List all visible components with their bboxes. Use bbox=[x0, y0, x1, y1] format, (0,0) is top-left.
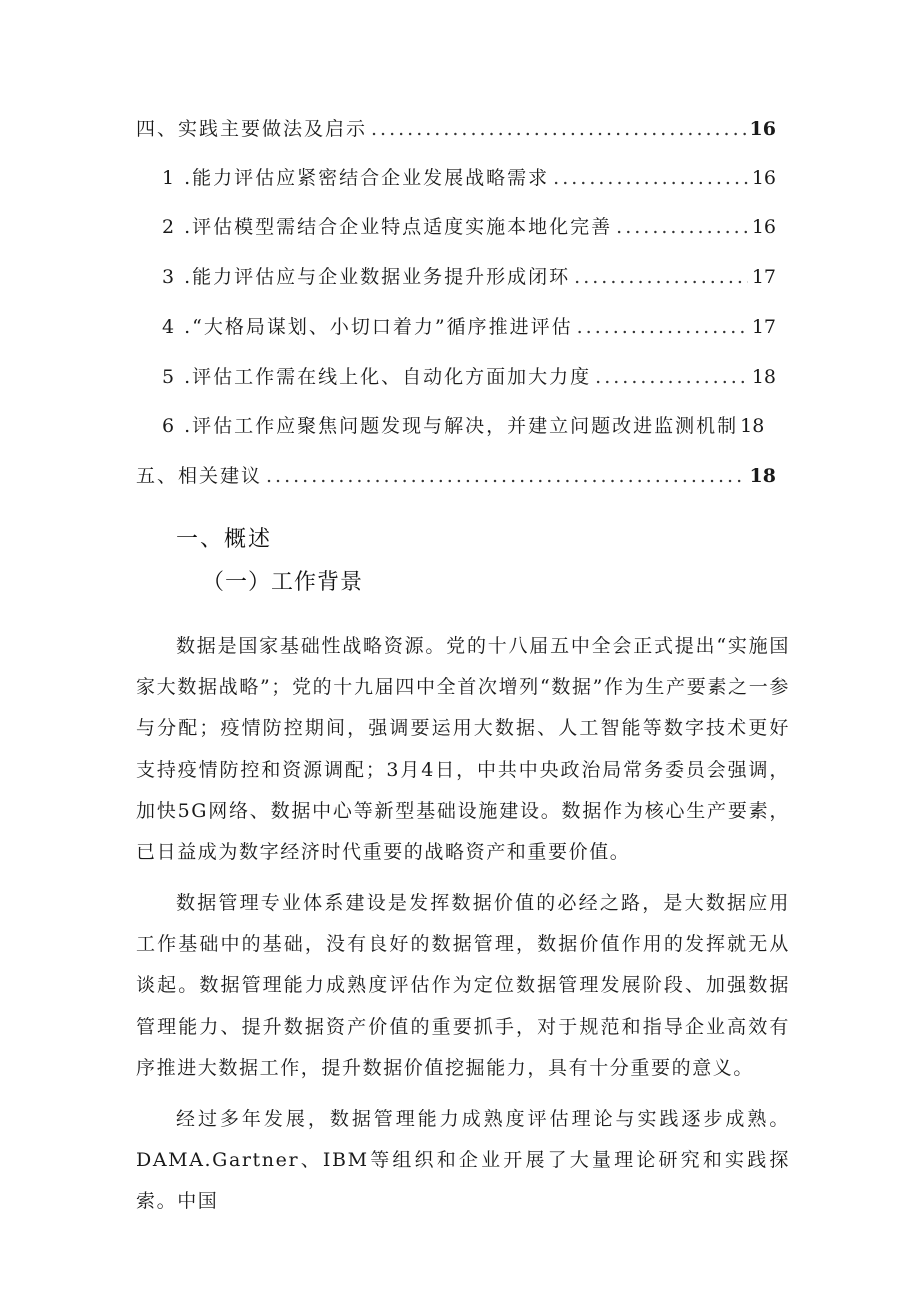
toc-entry-title: 3 .能力评估应与企业数据业务提升形成闭环 bbox=[162, 266, 571, 288]
toc-entry-page: 16 bbox=[751, 216, 776, 238]
toc-entry-page: 16 bbox=[749, 118, 776, 140]
toc-entry-4-3[interactable] bbox=[162, 262, 776, 292]
toc-leader-dots bbox=[266, 465, 746, 487]
toc-leader-dots bbox=[371, 118, 746, 140]
toc-entry-page: 18 bbox=[751, 366, 776, 388]
toc-entry-title: 四、实践主要做法及启示 bbox=[136, 118, 368, 140]
section-heading: 一、概述 bbox=[176, 527, 273, 552]
toc-leader-dots bbox=[577, 316, 748, 338]
toc-entry-title: 4 .“大格局谋划、小切口着力”循序推进评估 bbox=[162, 316, 573, 338]
toc-entry-title: 2 .评估模型需结合企业特点适度实施本地化完善 bbox=[162, 216, 613, 238]
toc-leader-dots bbox=[553, 167, 748, 189]
body-paragraph-2: 数据管理专业体系建设是发挥数据价值的必经之路，是大数据应用工作基础中的基础，没有良好的数据管理，数据价值作用的发挥就无从谈起。数据管理能力成熟度评估作为定位数据管理发展阶段、加强数据管理能力、提升数据资产价值的重要抓手，对于规范和指导企业高效有序推进大数据工作，提升数据价值挖掘能力，具有十分重要的意义。 bbox=[136, 892, 790, 1079]
body-paragraph-3: 经过多年发展，数据管理能力成熟度评估理论与实践逐步成熟。DAMA.Gartner、IBM等组织和企业开展了大量理论研究和实践探索。中国 bbox=[136, 1108, 790, 1213]
toc-entry-title: 五、相关建议 bbox=[136, 465, 263, 487]
toc-entry-title: 5 .评估工作需在线上化、自动化方面加大力度 bbox=[162, 366, 592, 388]
toc-entry-page: 17 bbox=[751, 266, 776, 288]
toc-entry-title: 6 .评估工作应聚焦问题发现与解决，并建立问题改进监测机制 bbox=[162, 415, 739, 437]
toc-leader-dots bbox=[595, 366, 748, 388]
toc-entry-4-4[interactable] bbox=[162, 312, 776, 342]
toc-entry-4-5[interactable] bbox=[162, 362, 776, 392]
toc-entry-5[interactable] bbox=[136, 461, 776, 491]
toc-leader-dots bbox=[616, 216, 748, 238]
toc-entry-4-6[interactable] bbox=[162, 411, 776, 441]
toc-entry-page: 17 bbox=[751, 316, 776, 338]
toc-entry-page: 16 bbox=[751, 167, 776, 189]
body-paragraph-1: 数据是国家基础性战略资源。党的十八届五中全会正式提出“实施国家大数据战略”；党的十九届四中全首次增列“数据”作为生产要素之一参与分配；疫情防控期间，强调要运用大数据、人工智能等数字技术更好支持疫情防控和资源调配；3月4日，中共中央政治局常务委员会强调，加快5G网络、数据中心等新型基础设施建设。数据作为核心生产要素，已日益成为数字经济时代重要的战略资产和重要价值。 bbox=[136, 635, 790, 864]
toc-entry-page: 18 bbox=[749, 465, 776, 487]
toc-leader-dots bbox=[574, 266, 748, 288]
toc-entry-4[interactable] bbox=[136, 114, 776, 144]
toc-entry-title: 1 .能力评估应紧密结合企业发展战略需求 bbox=[162, 167, 550, 189]
toc-entry-page: 18 bbox=[740, 415, 765, 437]
toc-entry-4-1[interactable] bbox=[162, 163, 776, 193]
section-subheading: （一）工作背景 bbox=[202, 570, 364, 595]
toc-entry-4-2[interactable] bbox=[162, 212, 776, 242]
